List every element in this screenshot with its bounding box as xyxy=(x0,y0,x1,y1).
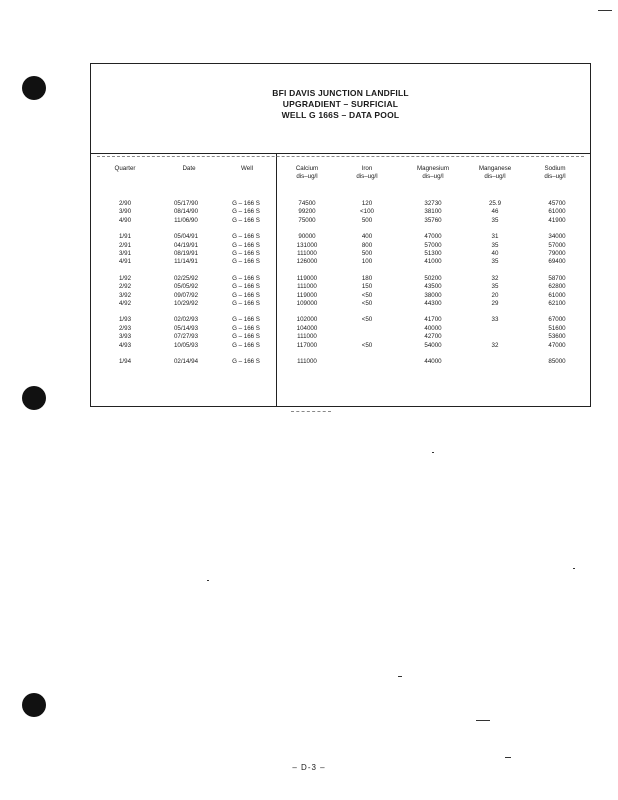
header-manganese-unit: dis–ug/l xyxy=(484,173,506,180)
cell-quarter: 1/92 xyxy=(118,274,132,282)
cell-sodium: 58700 xyxy=(548,274,566,282)
cell-date: 11/14/91 xyxy=(174,258,198,266)
cell-calcium: 99200 xyxy=(298,208,316,216)
cell-quarter: 4/90 xyxy=(118,216,132,224)
cell-calcium: 119000 xyxy=(296,291,318,299)
cell-sodium: 45700 xyxy=(548,200,566,207)
cell-calcium: 119000 xyxy=(296,274,318,282)
cell-quarter: 4/91 xyxy=(118,258,132,266)
cell-iron: <50 xyxy=(361,291,373,299)
cell-calcium: 102000 xyxy=(296,316,318,324)
header-manganese-name: Manganese xyxy=(478,165,512,172)
header-well: Well xyxy=(241,165,253,172)
cell-magnesium: 54000 xyxy=(424,341,442,349)
cell-well: G – 166 S xyxy=(232,241,260,249)
data-table xyxy=(90,63,591,407)
cell-manganese: 40 xyxy=(491,250,499,257)
header-sodium-name: Sodium xyxy=(544,165,566,172)
header-sodium xyxy=(535,165,575,181)
cell-quarter: 3/92 xyxy=(118,291,132,299)
header-magnesium xyxy=(409,165,457,181)
cell-calcium: 109000 xyxy=(296,300,318,307)
header-manganese xyxy=(471,165,519,181)
cell-quarter: 4/92 xyxy=(118,300,132,307)
cell-iron: <50 xyxy=(361,316,373,324)
cell-sodium: 34000 xyxy=(548,233,566,241)
header-iron-name: Iron xyxy=(361,165,373,172)
cell-sodium: 62100 xyxy=(548,300,566,307)
cell-well: G – 166 S xyxy=(232,283,260,291)
cell-quarter: 1/93 xyxy=(118,316,132,324)
cell-magnesium: 43500 xyxy=(424,283,442,291)
cell-magnesium: 42700 xyxy=(424,333,442,341)
bottom-underline xyxy=(291,411,331,412)
header-iron xyxy=(347,165,387,181)
cell-date: 02/14/94 xyxy=(173,358,199,365)
cell-magnesium: 44300 xyxy=(424,300,442,307)
cell-date: 05/14/93 xyxy=(173,324,199,332)
cell-manganese: 46 xyxy=(491,208,499,216)
cell-magnesium: 38000 xyxy=(424,291,442,299)
cell-calcium: 111000 xyxy=(297,283,317,291)
header-quarter: Quarter xyxy=(114,165,136,172)
cell-quarter: 4/93 xyxy=(118,341,132,349)
cell-date: 10/05/93 xyxy=(173,341,199,349)
header-calcium xyxy=(287,165,327,181)
scan-speck xyxy=(398,676,402,677)
cell-calcium: 111000 xyxy=(297,250,317,257)
cell-magnesium: 40000 xyxy=(424,324,442,332)
cell-magnesium: 38100 xyxy=(424,208,442,216)
cell-sodium: 61000 xyxy=(548,291,566,299)
cell-well: G – 166 S xyxy=(232,333,260,341)
cell-well: G – 166 S xyxy=(232,324,260,332)
cell-sodium: 62800 xyxy=(548,283,566,291)
cell-calcium: 131000 xyxy=(296,241,318,249)
cell-sodium: 61000 xyxy=(548,208,566,216)
cell-date: 05/17/90 xyxy=(173,200,199,207)
cell-quarter: 3/93 xyxy=(118,333,132,341)
header-iron-unit: dis–ug/l xyxy=(356,173,378,180)
cell-iron: 100 xyxy=(361,258,373,266)
cell-sodium: 51600 xyxy=(548,324,566,332)
cell-well: G – 166 S xyxy=(232,291,260,299)
cell-magnesium: 41700 xyxy=(424,316,442,324)
scan-speck xyxy=(573,568,575,569)
cell-well: G – 166 S xyxy=(232,341,260,349)
cell-sodium: 69400 xyxy=(548,258,566,266)
cell-quarter: 3/91 xyxy=(118,250,132,257)
cell-quarter: 2/90 xyxy=(118,200,132,207)
cell-manganese: 35 xyxy=(491,241,499,249)
cell-well: G – 166 S xyxy=(232,258,260,266)
cell-date: 02/25/92 xyxy=(173,274,199,282)
header-sodium-unit: dis–ug/l xyxy=(544,173,566,180)
title-line-3: WELL G 166S – DATA POOL xyxy=(281,110,400,120)
cell-calcium: 75000 xyxy=(298,216,316,224)
scan-speck xyxy=(432,452,434,453)
cell-quarter: 2/91 xyxy=(118,241,132,249)
header-underline xyxy=(97,156,584,157)
header-magnesium-name: Magnesium xyxy=(417,165,449,172)
scan-speck xyxy=(598,10,612,11)
cell-manganese: 35 xyxy=(491,216,499,224)
cell-iron: <50 xyxy=(361,300,373,307)
cell-iron: 400 xyxy=(361,233,373,241)
cell-magnesium: 32730 xyxy=(424,200,442,207)
scan-speck xyxy=(505,757,511,758)
cell-iron: <100 xyxy=(360,208,374,216)
title-line-1: BFI DAVIS JUNCTION LANDFILL xyxy=(272,88,409,98)
cell-magnesium: 47000 xyxy=(424,233,442,241)
cell-manganese: 33 xyxy=(491,316,499,324)
cell-date: 09/07/92 xyxy=(173,291,199,299)
header-magnesium-unit: dis–ug/l xyxy=(422,173,444,180)
cell-calcium: 90000 xyxy=(298,233,316,241)
cell-date: 08/14/90 xyxy=(173,208,199,216)
table-title xyxy=(91,88,590,121)
cell-quarter: 3/90 xyxy=(118,208,132,216)
cell-manganese: 35 xyxy=(491,258,499,266)
header-calcium-name: Calcium xyxy=(295,165,319,172)
punch-hole-bottom xyxy=(22,693,46,717)
cell-well: G – 166 S xyxy=(232,274,260,282)
cell-calcium: 117000 xyxy=(296,341,318,349)
cell-calcium: 111000 xyxy=(297,358,317,365)
cell-iron: 800 xyxy=(361,241,373,249)
punch-hole-middle xyxy=(22,386,46,410)
cell-sodium: 47000 xyxy=(548,341,566,349)
cell-calcium: 104000 xyxy=(296,324,318,332)
cell-iron: <50 xyxy=(361,341,373,349)
cell-quarter: 1/94 xyxy=(118,358,132,365)
scan-speck xyxy=(476,720,490,721)
cell-calcium: 126000 xyxy=(296,258,318,266)
cell-date: 10/29/92 xyxy=(173,300,199,307)
cell-sodium: 67000 xyxy=(548,316,566,324)
cell-well: G – 166 S xyxy=(232,200,260,207)
cell-sodium: 41900 xyxy=(548,216,566,224)
cell-manganese: 32 xyxy=(491,341,499,349)
cell-sodium: 85000 xyxy=(548,358,566,365)
cell-manganese: 29 xyxy=(491,300,499,307)
cell-manganese: 32 xyxy=(491,274,499,282)
cell-date: 04/19/91 xyxy=(173,241,199,249)
cell-well: G – 166 S xyxy=(232,216,260,224)
cell-magnesium: 35760 xyxy=(424,216,442,224)
cell-date: 05/05/92 xyxy=(173,283,199,291)
cell-date: 05/04/91 xyxy=(173,233,199,241)
cell-date: 11/06/90 xyxy=(174,216,198,224)
cell-calcium: 74500 xyxy=(298,200,316,207)
cell-manganese: 31 xyxy=(491,233,499,241)
cell-well: G – 166 S xyxy=(232,358,260,365)
cell-sodium: 53600 xyxy=(548,333,566,341)
cell-iron: 500 xyxy=(361,250,373,257)
cell-manganese: 20 xyxy=(491,291,499,299)
cell-iron: 500 xyxy=(361,216,373,224)
header-calcium-unit: dis–ug/l xyxy=(296,173,318,180)
cell-manganese: 35 xyxy=(491,283,499,291)
page-number: – D-3 – xyxy=(292,763,326,772)
cell-well: G – 166 S xyxy=(232,208,260,216)
column-divider xyxy=(276,153,277,406)
cell-magnesium: 41000 xyxy=(424,258,442,266)
cell-date: 08/19/91 xyxy=(173,250,199,257)
cell-well: G – 166 S xyxy=(232,233,260,241)
scan-speck xyxy=(207,580,209,581)
punch-hole-top xyxy=(22,76,46,100)
cell-magnesium: 57000 xyxy=(424,241,442,249)
cell-calcium: 111000 xyxy=(297,333,317,341)
cell-quarter: 2/92 xyxy=(118,283,132,291)
cell-well: G – 166 S xyxy=(232,250,260,257)
cell-well: G – 166 S xyxy=(232,316,260,324)
cell-sodium: 57000 xyxy=(548,241,566,249)
cell-iron: 180 xyxy=(361,274,373,282)
cell-sodium: 79000 xyxy=(548,250,566,257)
cell-well: G – 166 S xyxy=(232,300,260,307)
cell-quarter: 1/91 xyxy=(118,233,132,241)
cell-magnesium: 50200 xyxy=(424,274,442,282)
title-line-2: UPGRADIENT – SURFICIAL xyxy=(282,99,399,109)
cell-magnesium: 44000 xyxy=(424,358,442,365)
header-rule xyxy=(91,153,590,154)
header-date: Date xyxy=(182,165,196,172)
cell-date: 07/27/93 xyxy=(173,333,199,341)
cell-manganese: 25.9 xyxy=(488,200,502,207)
cell-iron: 150 xyxy=(361,283,373,291)
cell-quarter: 2/93 xyxy=(118,324,132,332)
cell-magnesium: 51300 xyxy=(424,250,442,257)
cell-iron: 120 xyxy=(361,200,373,207)
cell-date: 02/02/93 xyxy=(173,316,199,324)
